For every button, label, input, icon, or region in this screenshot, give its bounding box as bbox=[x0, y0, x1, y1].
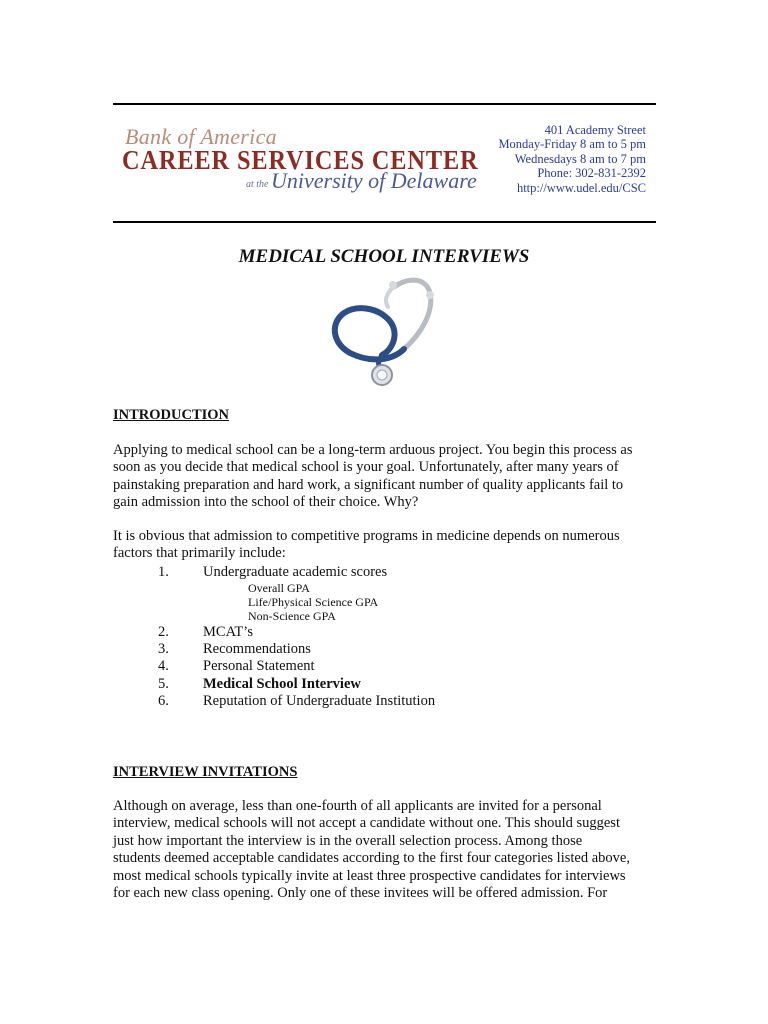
contact-address: 401 Academy Street bbox=[544, 123, 646, 137]
list-text: Recommendations bbox=[203, 641, 311, 657]
paragraph-line: soon as you decide that medical school is your goal. Unfortunately, after many years of bbox=[113, 459, 619, 476]
list-text: Medical School Interview bbox=[203, 676, 361, 692]
document-title: MEDICAL SCHOOL INTERVIEWS bbox=[238, 246, 530, 267]
paragraph-line: gain admission into the school of their choice. Why? bbox=[113, 494, 419, 511]
paragraph-line: Applying to medical school can be a long-term arduous project. You begin this process as bbox=[113, 442, 633, 458]
paragraph-line: most medical schools typically invite at least three prospective candidates for interviews bbox=[113, 867, 626, 884]
sub-list-item: Life/Physical Science GPA bbox=[248, 595, 379, 609]
list-number: 4. bbox=[158, 658, 169, 674]
paragraph-line: just how important the interview is in the overall selection process. Among those bbox=[113, 832, 583, 849]
factors-intro-paragraph bbox=[113, 528, 673, 563]
list-text: Personal Statement bbox=[203, 658, 315, 674]
contact-block bbox=[470, 123, 646, 195]
logo-bank-of-america: Bank of America bbox=[125, 124, 277, 149]
list-number: 6. bbox=[158, 693, 169, 709]
paragraph-line: factors that primarily include: bbox=[113, 545, 286, 562]
career-services-logo bbox=[122, 122, 479, 200]
contact-hours-weekday: Monday-Friday 8 am to 5 pm bbox=[498, 137, 646, 152]
paragraph-line: interview, medical schools will not accept a candidate without one. This should suggest bbox=[113, 815, 620, 832]
list-number: 3. bbox=[158, 641, 169, 657]
paragraph-line: Although on average, less than one-fourth of all applicants are invited for a personal bbox=[113, 798, 602, 814]
contact-hours-wednesday: Wednesdays 8 am to 7 pm bbox=[514, 151, 646, 166]
list-number: 2. bbox=[158, 624, 169, 640]
paragraph-line: painstaking preparation and hard work, a significant number of quality applicants fail to bbox=[113, 476, 624, 493]
logo-career-services-center: CAREER SERVICES CENTER bbox=[122, 145, 479, 175]
header-top-rule bbox=[113, 103, 656, 105]
paragraph-line: for each new class opening. Only one of these invitees will be offered admission. For bbox=[113, 885, 608, 902]
contact-phone: Phone: 302-831-2392 bbox=[537, 166, 646, 181]
logo-at-the: at the bbox=[246, 179, 269, 190]
header-bottom-rule bbox=[113, 221, 656, 223]
list-text: Undergraduate academic scores bbox=[203, 564, 388, 580]
logo-university-of-delaware: University of Delaware bbox=[271, 168, 477, 193]
interview-invitations-heading: INTERVIEW INVITATIONS bbox=[113, 764, 298, 780]
introduction-paragraph bbox=[113, 442, 673, 512]
introduction-heading: INTRODUCTION bbox=[113, 407, 230, 423]
paragraph-line: students deemed acceptable candidates according to the first four categories listed above, bbox=[113, 850, 630, 867]
sub-list-item: Non-Science GPA bbox=[248, 609, 336, 623]
invitations-paragraph bbox=[113, 798, 673, 902]
paragraph-line: It is obvious that admission to competitive programs in medicine depends on numerous bbox=[113, 528, 620, 544]
sub-list-item: Overall GPA bbox=[248, 581, 310, 595]
list-text: MCAT’s bbox=[203, 624, 253, 640]
list-number: 1. bbox=[158, 564, 169, 580]
list-number: 5. bbox=[158, 676, 169, 692]
list-text: Reputation of Undergraduate Institution bbox=[203, 693, 436, 709]
stethoscope-icon bbox=[326, 275, 442, 393]
contact-website-link[interactable]: http://www.udel.edu/CSC bbox=[516, 180, 646, 195]
